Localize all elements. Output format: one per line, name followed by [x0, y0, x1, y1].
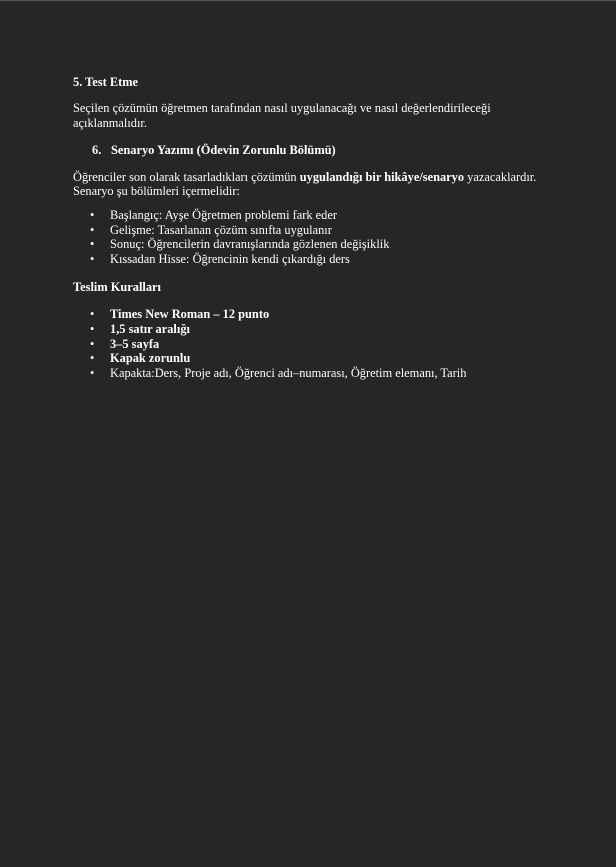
section-5-paragraph: Seçilen çözümün öğretmen tarafından nasıl uygulanacağı ve nasıl değerlendirileceği açıklanmalıdır.	[73, 101, 491, 130]
list-item-text: Kıssadan Hisse: Öğrencinin kendi çıkardığı ders	[110, 251, 350, 266]
list-item-text: Kapak zorunlu	[110, 351, 191, 366]
bullet-icon: •	[90, 222, 95, 237]
list-item-text: Times New Roman – 12 punto	[110, 307, 270, 322]
section-6-heading	[73, 143, 553, 158]
list-item-text: Başlangıç: Ayşe Öğretmen problemi fark eder	[110, 207, 337, 222]
rules-list	[73, 307, 553, 380]
bullet-icon: •	[90, 351, 95, 366]
bullet-icon: •	[90, 207, 95, 222]
list-item	[73, 252, 553, 267]
list-item	[73, 337, 553, 352]
list-item	[73, 366, 553, 381]
list-item-text: 3–5 sayfa	[110, 336, 160, 351]
section-6-para-bold: uygulandığı bir hikâye/senaryo	[299, 169, 465, 184]
bullet-icon: •	[90, 336, 95, 351]
list-item-text: 1,5 satır aralığı	[110, 321, 190, 336]
list-item	[73, 237, 553, 252]
section-6-para-part1: Öğrenciler son olarak tasarladıkları çözümün	[73, 169, 300, 184]
bullet-icon: •	[90, 237, 95, 252]
section-6-para-line2: Senaryo şu bölümleri içermelidir:	[73, 184, 240, 199]
section-6-paragraph	[73, 170, 553, 199]
list-item	[73, 322, 553, 337]
list-item-text: Gelişme: Tasarlanan çözüm sınıfta uygulanır	[110, 222, 332, 237]
section-6-title: Senaryo Yazımı (Ödevin Zorunlu Bölümü)	[111, 143, 336, 158]
scenario-list	[73, 208, 553, 266]
section-6-para-part2: yazacaklardır.	[464, 169, 537, 184]
document-content	[73, 75, 553, 380]
list-item	[73, 351, 553, 366]
bullet-icon: •	[90, 307, 95, 322]
list-item	[73, 223, 553, 238]
section-5-heading: 5. Test Etme	[73, 75, 139, 89]
bullet-icon: •	[90, 251, 95, 266]
rules-heading: Teslim Kuralları	[73, 280, 161, 295]
section-6-number: 6.	[92, 143, 102, 158]
list-item-text: Kapakta:Ders, Proje adı, Öğrenci adı–numarası, Öğretim elemanı, Tarih	[110, 365, 467, 380]
list-item	[73, 208, 553, 223]
list-item-text: Sonuç: Öğrencilerin davranışlarında gözlenen değişiklik	[110, 237, 390, 252]
bullet-icon: •	[90, 321, 95, 336]
list-item	[73, 307, 553, 322]
bullet-icon: •	[90, 365, 95, 380]
